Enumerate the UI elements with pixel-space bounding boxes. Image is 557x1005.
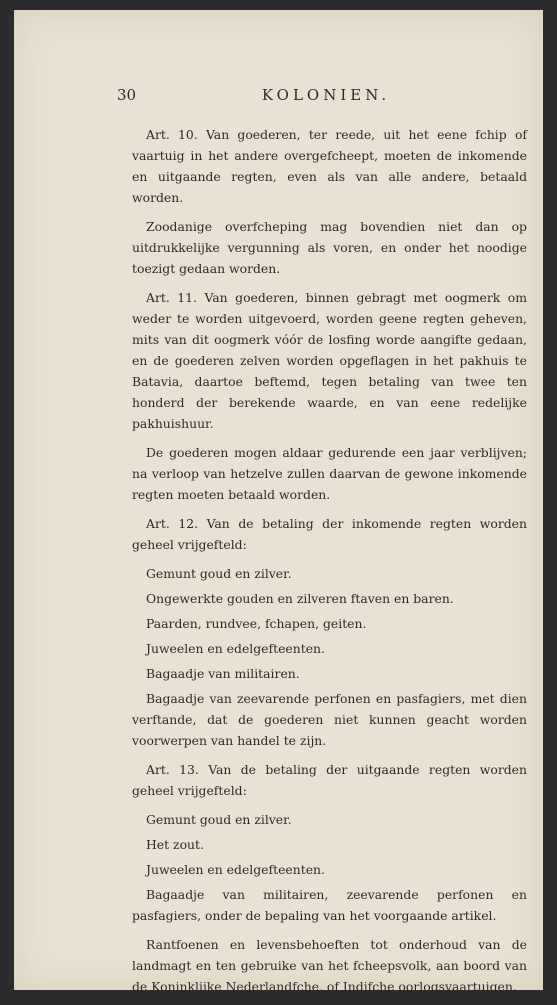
article-12-paragraph: Art. 12. Van de betaling der inkomende regten worden geheel vrijgefteld:	[132, 516, 527, 552]
page-number: 30	[117, 86, 137, 104]
list-item: Paarden, rundvee, fchapen, geiten.	[146, 616, 367, 631]
list-item: Bagaadje van militairen.	[146, 666, 300, 681]
list-item: Rantfoenen en levensbehoeften tot onderhoud van de landmagt en ten gebruike van het fcheepsvolk, aan boord van de Koninklijke Nederlandfche, of Indifche oorlogsvaartuigen.	[132, 937, 527, 994]
list-item: Gemunt goud en zilver.	[146, 566, 292, 581]
list-item: Ongewerkte gouden en zilveren ftaven en baren.	[146, 591, 454, 606]
article-10-paragraph: Art. 10. Van goederen, ter reede, uit het eene fchip of vaartuig in het andere overgefcheept, moeten de inkomende en uitgaande regten, even als van alle andere, betaald worden.	[132, 127, 527, 205]
page-header	[117, 86, 535, 110]
transshipment-paragraph: Zoodanige overfcheping mag bovendien niet dan op uitdrukkelijke vergunning als voren, en onder het noodige toezigt gedaan worden.	[132, 219, 527, 276]
list-item: Het zout.	[146, 837, 204, 852]
article-13-paragraph: Art. 13. Van de betaling der uitgaande regten worden geheel vrijgefteld:	[132, 762, 527, 798]
list-item: Gemunt goud en zilver.	[146, 812, 292, 827]
page-body	[132, 124, 527, 1005]
list-item: Juweelen en edelgefteenten.	[146, 862, 325, 877]
storage-period-paragraph: De goederen mogen aldaar gedurende een jaar verblijven; na verloop van hetzelve zullen daarvan de gewone inkomende regten moeten betaald worden.	[132, 445, 527, 502]
list-item: Juweelen en edelgefteenten.	[146, 641, 325, 656]
article-11-paragraph: Art. 11. Van goederen, binnen gebragt met oogmerk om weder te worden uitgevoerd, worden geene regten geheven, mits van dit oogmerk vóór de losfing worde aangifte gedaan, en de goederen zelven worden opgeflagen in het pakhuis te Batavia, daartoe beftemd, tegen betaling van twee ten honderd der berekende waarde, en van eene redelijke pakhuishuur.	[132, 290, 527, 431]
book-page	[14, 10, 543, 994]
list-item: Bagaadje van zeevarende perfonen en pasfagiers, met dien verftande, dat de goederen niet kunnen geacht worden voorwerpen van handel te zijn.	[132, 691, 527, 748]
running-title: KOLONIEN.	[261, 86, 391, 104]
list-item: Bagaadje van militairen, zeevarende perfonen en pasfagiers, onder de bepaling van het voorgaande artikel.	[132, 887, 527, 923]
